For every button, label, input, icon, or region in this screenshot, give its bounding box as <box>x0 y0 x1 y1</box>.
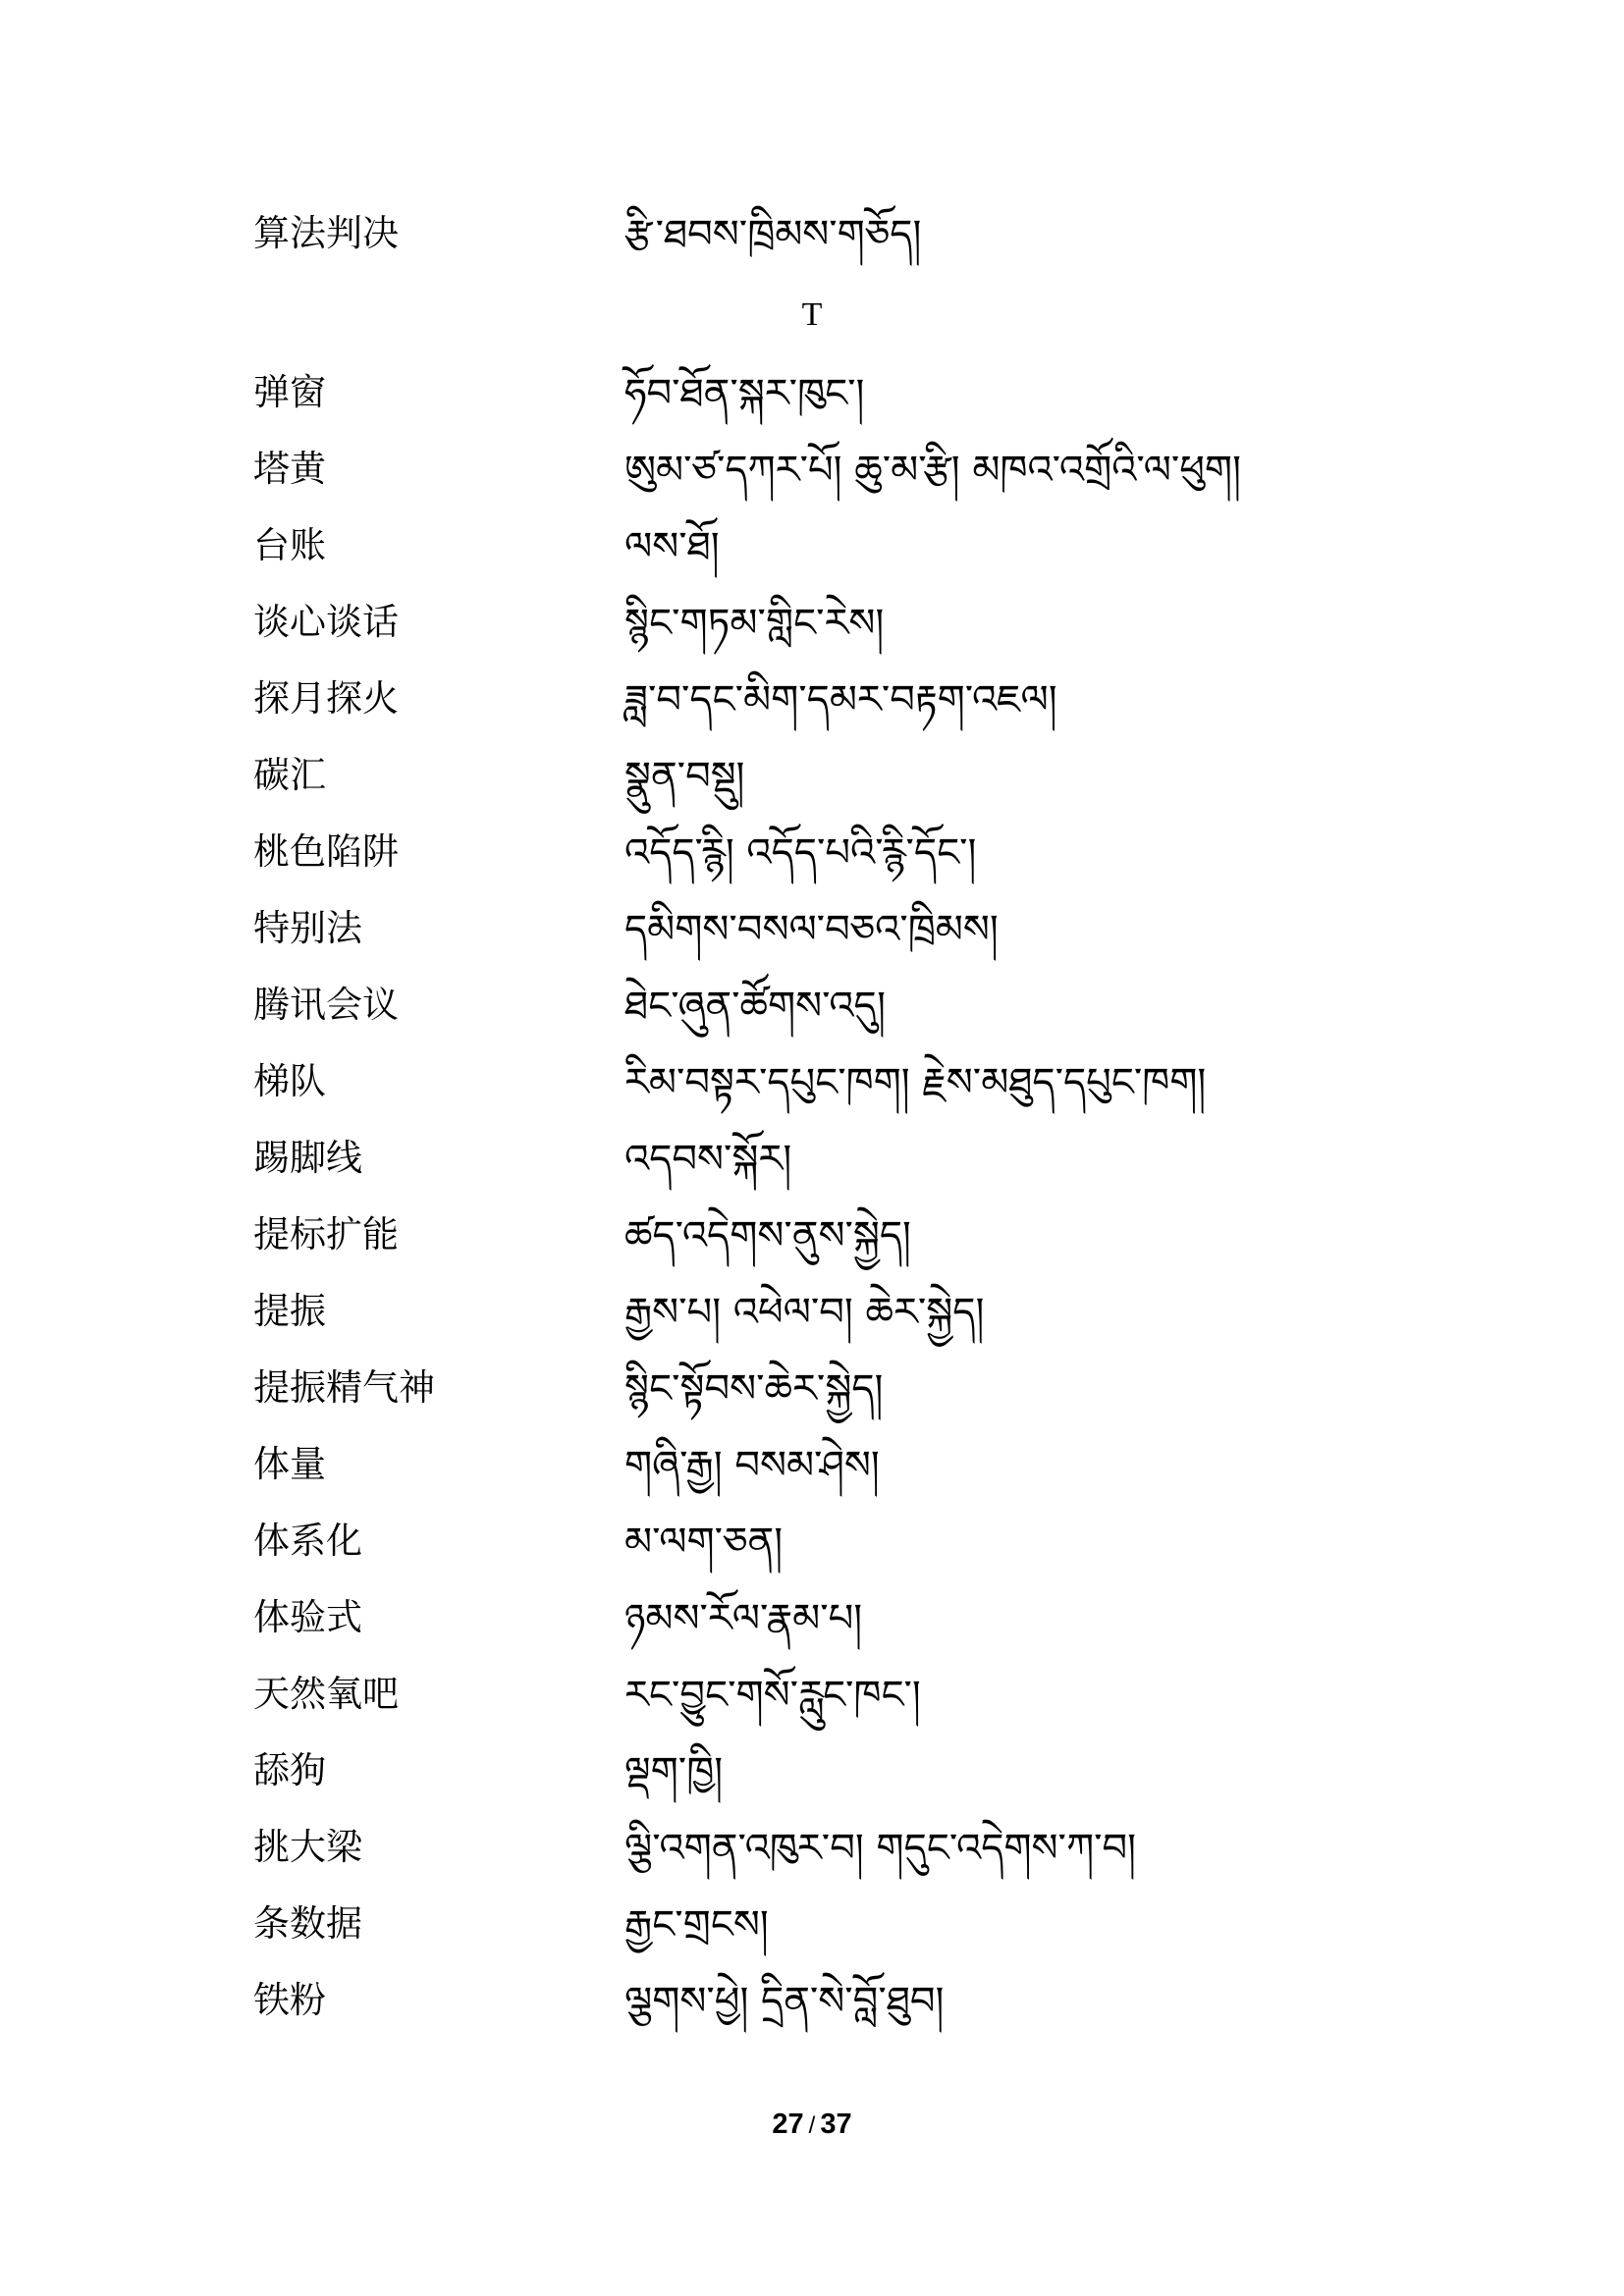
tibetan-translation: ཚད་འདེགས་ནུས་སྐྱེད། <box>624 1213 911 1258</box>
tibetan-translation: སྙིང་གཏམ་གླིང་རེས། <box>624 601 885 646</box>
tibetan-translation: རྩི་ཐབས་ཁྲིམས་གཅོད། <box>624 212 922 257</box>
tibetan-translation: ལྕགས་ཕྱེ། དྲིན་སེ་བློ་ཐུབ། <box>624 1979 945 2024</box>
chinese-term: 提振 <box>253 1290 326 1332</box>
chinese-term: 提标扩能 <box>253 1213 399 1255</box>
tibetan-translation: མ་ལག་ཅན། <box>624 1520 784 1565</box>
glossary-entry <box>253 982 1373 1041</box>
tibetan-translation: ཟླ་བ་དང་མིག་དམར་བརྟག་འཇལ། <box>624 677 1057 722</box>
glossary-entry <box>253 752 1373 811</box>
chinese-term: 天然氧吧 <box>253 1673 399 1715</box>
chinese-term: 体量 <box>253 1443 326 1485</box>
glossary-entry <box>253 1671 1373 1730</box>
tibetan-translation: འདོད་རྙི། འདོད་པའི་རྙི་དོང་། <box>624 830 977 876</box>
tibetan-translation: ཧོབ་ཐོན་སྐར་ཁུང་། <box>624 371 865 416</box>
glossary-entry <box>253 1288 1373 1347</box>
glossary-entry <box>253 1135 1373 1194</box>
tibetan-translation: ཐེང་ཞུན་ཚོགས་འདུ། <box>624 984 886 1029</box>
chinese-term: 算法判决 <box>253 212 399 254</box>
chinese-term: 体系化 <box>253 1520 362 1562</box>
glossary-entry <box>253 599 1373 658</box>
glossary-entry <box>253 1747 1373 1806</box>
chinese-term: 台账 <box>253 524 326 566</box>
chinese-term: 踢脚线 <box>253 1137 362 1179</box>
glossary-entry <box>253 522 1373 581</box>
glossary-entry <box>253 369 1373 428</box>
chinese-term: 体验式 <box>253 1596 362 1638</box>
glossary-entry <box>253 828 1373 887</box>
tibetan-translation: རིམ་བསྟར་དཔུང་ཁག། རྗེས་མཐུད་དཔུང་ཁག། <box>624 1060 1207 1105</box>
glossary-entry <box>253 1441 1373 1500</box>
chinese-term: 桃色陷阱 <box>253 830 399 873</box>
tibetan-translation: གཞི་རྒྱ། བསམ་ཤེས། <box>624 1443 880 1488</box>
chinese-term: 特别法 <box>253 907 362 949</box>
page-number <box>0 2107 1624 2144</box>
glossary-entry <box>253 1900 1373 1959</box>
tibetan-translation: ཨུམ་ཙ་དཀར་པོ། ཆུ་མ་རྩི། མཁའ་འགྲོའི་ལ་ཕུག། <box>624 448 1241 493</box>
page-number-separator: / <box>808 2112 816 2139</box>
chinese-term: 梯队 <box>253 1060 326 1102</box>
tibetan-translation: རྒྱས་པ། འཕེལ་བ། ཆེར་སྐྱེད། <box>624 1290 985 1335</box>
tibetan-translation: དམིགས་བསལ་བཅའ་ཁྲིམས། <box>624 907 999 952</box>
chinese-term: 条数据 <box>253 1902 362 1945</box>
chinese-term: 提振精气神 <box>253 1366 435 1409</box>
glossary-entry <box>253 1058 1373 1117</box>
page-number-current: 27 <box>772 2109 804 2140</box>
glossary-entry <box>253 1977 1373 2036</box>
tibetan-translation: སྣུན་བསྡུ། <box>624 754 745 799</box>
glossary-entry <box>253 675 1373 734</box>
chinese-term: 挑大梁 <box>253 1826 362 1868</box>
tibetan-translation: རྒྱང་གྲངས། <box>624 1902 769 1948</box>
glossary-entry <box>253 1824 1373 1883</box>
tibetan-translation: ལྕི་འགན་འཁུར་བ། གདུང་འདེགས་ཀ་བ། <box>624 1826 1137 1871</box>
glossary-entry <box>253 1364 1373 1423</box>
tibetan-translation: ཉམས་རོལ་རྣམ་པ། <box>624 1596 863 1641</box>
chinese-term: 弹窗 <box>253 371 326 413</box>
glossary-entry <box>253 446 1373 505</box>
glossary-entry <box>253 1594 1373 1653</box>
tibetan-translation: ལྡག་ཁྱི། <box>624 1749 724 1794</box>
glossary-entry <box>253 210 1373 269</box>
chinese-term: 探月探火 <box>253 677 399 720</box>
chinese-term: 谈心谈话 <box>253 601 399 643</box>
chinese-term: 碳汇 <box>253 754 326 796</box>
chinese-term: 腾讯会议 <box>253 984 399 1026</box>
chinese-term: 舔狗 <box>253 1749 326 1791</box>
page-number-total: 37 <box>820 2109 852 2140</box>
chinese-term: 铁粉 <box>253 1979 326 2021</box>
tibetan-translation: སྙིང་སྟོབས་ཆེར་སྐྱེད། <box>624 1366 884 1412</box>
tibetan-translation: ལས་ཐོ། <box>624 524 720 569</box>
tibetan-translation: འདབས་སྐོར། <box>624 1137 792 1182</box>
chinese-term: 塔黄 <box>253 448 326 490</box>
glossary-entry <box>253 1518 1373 1576</box>
glossary-entry <box>253 905 1373 964</box>
section-letter-text: T <box>801 296 823 333</box>
tibetan-translation: རང་བྱུང་གསོ་རླུང་ཁང་། <box>624 1673 921 1718</box>
section-letter <box>0 294 1624 336</box>
glossary-entry <box>253 1211 1373 1270</box>
